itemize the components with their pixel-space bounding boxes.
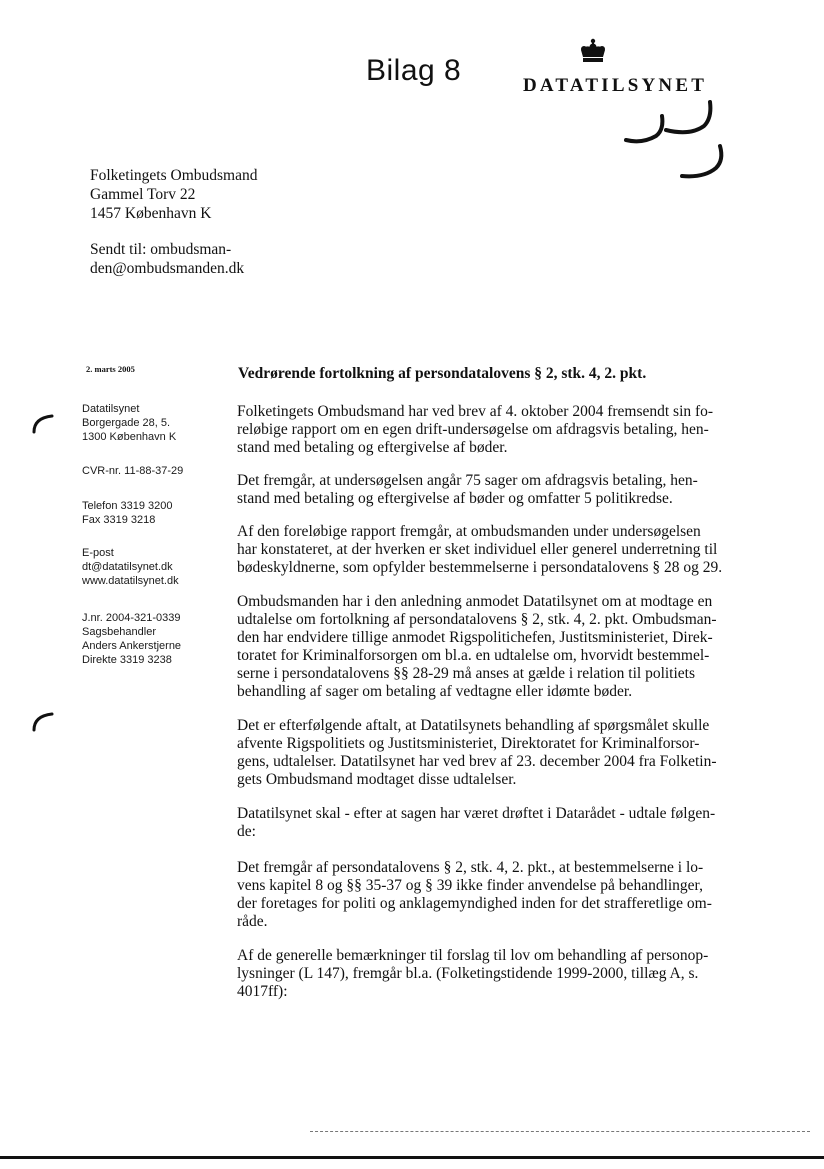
case-line: J.nr. 2004-321-0339 bbox=[82, 612, 181, 624]
text-line: udtalelse om fortolkning af persondatalovens § 2, stk. 4, 2. pkt. Ombudsman- bbox=[237, 611, 717, 628]
recipient-address bbox=[90, 166, 257, 223]
sender-line: 1300 København K bbox=[82, 431, 177, 443]
text-line: gens, udtalelser. Datatilsynet har ved brev af 23. december 2004 fra Folketin- bbox=[237, 753, 717, 770]
recipient-line: Gammel Torv 22 bbox=[90, 186, 196, 203]
sender-line: Borgergade 28, 5. bbox=[82, 417, 171, 429]
text-line: der foretages for politi og anklagemyndighed inden for det strafferetlige om- bbox=[237, 895, 712, 912]
paragraph bbox=[237, 859, 747, 931]
text-line: Af de generelle bemærkninger til forslag til lov om behandling af personop- bbox=[237, 947, 709, 964]
phone-block bbox=[82, 499, 173, 527]
text-line: Datatilsynet skal - efter at sagen har været drøftet i Datarådet - udtale følgen- bbox=[237, 805, 716, 822]
brand-name: DATATILSYNET bbox=[523, 75, 708, 96]
phone-line: Telefon 3319 3200 bbox=[82, 500, 173, 512]
text-line: Det fremgår af persondatalovens § 2, stk. 4, 2. pkt., at bestemmelserne i lo- bbox=[237, 859, 704, 876]
text-line: behandling af sager om betaling af vedtagne eller idømte bøder. bbox=[237, 683, 633, 700]
contact-line: E-post bbox=[82, 547, 114, 559]
sent-to bbox=[90, 240, 244, 278]
text-line: stand med betaling og eftergivelse af bøder og omfatter 5 politikredse. bbox=[237, 490, 673, 507]
crown-icon bbox=[578, 38, 608, 64]
sent-to-line: den@ombudsmanden.dk bbox=[90, 260, 245, 277]
text-line: 4017ff): bbox=[237, 983, 288, 1000]
punch-mark-icon bbox=[30, 412, 56, 434]
paragraph bbox=[237, 593, 747, 701]
paragraph bbox=[237, 403, 747, 457]
sender-line: Datatilsynet bbox=[82, 403, 140, 415]
text-line: Folketingets Ombudsmand har ved brev af 4. oktober 2004 fremsendt sin fo- bbox=[237, 403, 714, 420]
case-line: Direkte 3319 3238 bbox=[82, 654, 172, 666]
contact-block bbox=[82, 546, 179, 588]
recipient-line: 1457 København K bbox=[90, 205, 212, 222]
case-block bbox=[82, 611, 181, 667]
case-line: Anders Ankerstjerne bbox=[82, 640, 182, 652]
text-line: serne i persondatalovens §§ 28-29 må anses at gælde i relation til politiets bbox=[237, 665, 696, 682]
handwritten-mark bbox=[620, 100, 730, 190]
text-line: reløbige rapport om en egen drift-undersøgelse om afdragsvis betaling, hen- bbox=[237, 421, 709, 438]
text-line: stand med betaling og eftergivelse af bøder. bbox=[237, 439, 508, 456]
page-bottom-rule bbox=[0, 1156, 824, 1159]
case-line: Sagsbehandler bbox=[82, 626, 157, 638]
cvr-number: CVR-nr. 11-88-37-29 bbox=[82, 465, 184, 477]
paragraph bbox=[237, 472, 747, 508]
text-line: råde. bbox=[237, 913, 268, 930]
text-line: Af den foreløbige rapport fremgår, at ombudsmanden under undersøgelsen bbox=[237, 523, 701, 540]
text-line: har konstateret, at der hverken er sket individuel eller generel underretning til bbox=[237, 541, 718, 558]
text-line: de: bbox=[237, 823, 256, 840]
letter-body bbox=[237, 403, 747, 1017]
website-link[interactable]: www.datatilsynet.dk bbox=[82, 575, 179, 587]
appendix-label: Bilag 8 bbox=[366, 54, 462, 87]
text-line: bødeskyldnerne, som opfylder bestemmelserne i persondatalovens § 28 og 29. bbox=[237, 559, 723, 576]
text-line: Det er efterfølgende aftalt, at Datatilsynets behandling af spørgsmålet skulle bbox=[237, 717, 710, 734]
paragraph bbox=[237, 523, 747, 577]
letter-subject: Vedrørende fortolkning af persondatalovens § 2, stk. 4, 2. pkt. bbox=[238, 365, 647, 382]
text-line: Ombudsmanden har i den anledning anmodet Datatilsynet om at modtage en bbox=[237, 593, 713, 610]
text-line: afvente Rigspolitiets og Justitsministeriet, Direktoratet for Kriminalforsor- bbox=[237, 735, 700, 752]
punch-mark-icon bbox=[30, 710, 56, 732]
text-line: lysninger (L 147), fremgår bl.a. (Folketingstidende 1999-2000, tillæg A, s. bbox=[237, 965, 699, 982]
sender-address bbox=[82, 402, 176, 444]
paragraph bbox=[237, 717, 747, 789]
paragraph bbox=[237, 947, 747, 1001]
text-line: vens kapitel 8 og §§ 35-37 og § 39 ikke finder anvendelse på behandlinger, bbox=[237, 877, 703, 894]
text-line: gets Ombudsmand modtaget disse udtalelser. bbox=[237, 771, 517, 788]
text-line: Det fremgår, at undersøgelsen angår 75 sager om afdragsvis betaling, hen- bbox=[237, 472, 698, 489]
text-line: den har endvidere tillige anmodet Rigspolitichefen, Justitsministeriet, Direk- bbox=[237, 629, 713, 646]
letter-date: 2. marts 2005 bbox=[86, 364, 135, 374]
recipient-line: Folketingets Ombudsmand bbox=[90, 167, 258, 184]
sent-to-line: Sendt til: ombudsman- bbox=[90, 241, 232, 258]
email-link[interactable]: dt@datatilsynet.dk bbox=[82, 561, 173, 573]
paragraph bbox=[237, 805, 747, 841]
footer-divider bbox=[310, 1131, 810, 1132]
phone-line: Fax 3319 3218 bbox=[82, 514, 156, 526]
text-line: toratet for Kriminalforsorgen om bl.a. en udtalelse om, hvorvidt bestemmel- bbox=[237, 647, 710, 664]
